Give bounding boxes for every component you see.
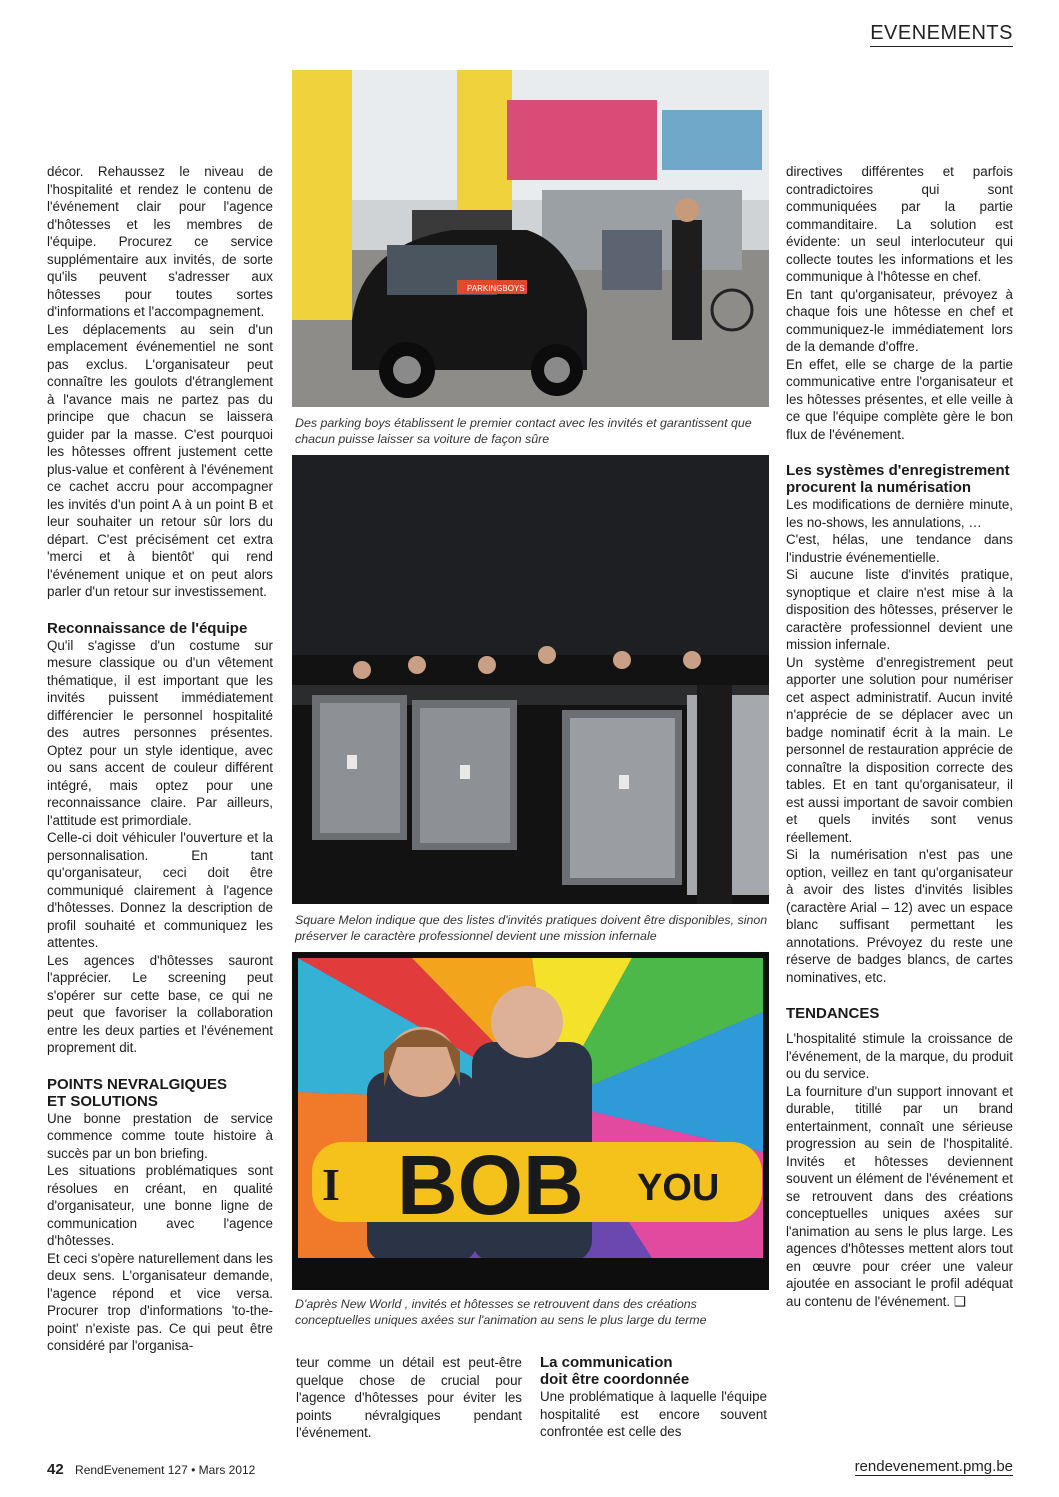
paragraph: Une problématique à laquelle l'équipe hospitalité est encore souvent confrontée est celle des xyxy=(540,1389,767,1439)
section-label: EVENEMENTS xyxy=(870,22,1013,47)
column-2 xyxy=(296,1354,522,1442)
paragraph: Les déplacements au sein d'un emplacement événementiel ne sont pas exclus. L'organisateur peut connaître les goulots d'étranglement à l'avance mais ne partez pas du principe que chacun se laissera guider par la masse. C'est pourquoi les hôtesses offrent justement cette plus-value et confèrent à l'événement ce cachet accru pour accompagner les invités d'un point A à un point B et leur souhaiter un retour sûr lors du départ. C'est précisément cet extra 'merci et à bientôt' qui rend l'événement unique et on peut alors parler d'un retour sur investissement. xyxy=(47,321,273,599)
paragraph: Celle-ci doit véhiculer l'ouverture et la personnalisation. En tant qu'organisateur, ceci doit être communiqué clairement à l'agence d'hôtesses. Donnez la description de profil souhaité et communiquez les attentes. xyxy=(47,830,273,950)
car-badge-text: PARKINGBOYS xyxy=(467,284,525,293)
paragraph: Les situations problématiques sont résolues en créant, en qualité d'organisateur, une bonne ligne de communication avec l'agence d'hôtesses. xyxy=(47,1163,273,1248)
subheading xyxy=(786,462,1013,496)
paragraph: Et ceci s'opère naturellement dans les deux sens. L'organisateur demande, l'agence répond et vice versa. Procurer trop d'informations 'to-the-point' n'existe pas. Ce qui peut être considéré par l'organisa- xyxy=(47,1250,273,1353)
paragraph: Qu'il s'agisse d'un costume sur mesure classique ou d'un vêtement thématique, il est important que les invités puissent immédiatement différencier le personnel hospitalité des autres personnes présentes. Optez pour un style identique, avec ou sans accent de couleur différent intégré, mais optez pour une reconnaissance claire. Par ailleurs, l'attitude est primordiale. xyxy=(47,637,273,828)
subheading xyxy=(47,1076,273,1110)
column-1 xyxy=(47,163,273,1355)
paragraph: Une bonne prestation de service commence comme toute histoire à succès par un bon briefing. xyxy=(47,1110,273,1161)
subheading: Reconnaissance de l'équipe xyxy=(47,619,248,637)
bob-you-text: YOU xyxy=(637,1167,720,1209)
paragraph: Les agences d'hôtesses sauront l'apprécier. Le screening peut s'opérer sur cette base, ce qui ne peut que favoriser la collaboration entre les deux parties et l'événement proprement dit. xyxy=(47,952,273,1055)
subheading-line: doit être coordonnée xyxy=(540,1371,690,1388)
column-3 xyxy=(540,1354,767,1441)
paragraph: Les modifications de dernière minute, les no-shows, les annulations, … xyxy=(786,497,1013,530)
column-4 xyxy=(786,163,1013,1310)
paragraph: En tant qu'organisateur, prévoyez à chaque fois une hôtesse en chef et communiquez-le immédiatement lors de la demande d'offre. xyxy=(786,286,1013,354)
subheading-line: La communication xyxy=(540,1354,673,1371)
subheading-line: procurent la numérisation xyxy=(786,479,972,496)
photo-hostess-desks xyxy=(292,455,769,904)
photo-caption: D'après New World , invités et hôtesses se retrouvent dans des créations conceptuelles uniques axées sur l'animation au sens le plus large du terme xyxy=(295,1297,707,1327)
paragraph: Un système d'enregistrement peut apporter une solution pour numériser cet aspect administratif. Aucun invité n'apprécie de se déplacer avec un badge nominatif écrit à la main. Le personnel de restauration apprécie de connaître la disposition correcte des tables. Et en tant qu'organisateur, il est aussi important de savoir combien et quels invités sont venus réellement. xyxy=(786,654,1013,845)
paragraph: L'hospitalité stimule la croissance de l'événement, de la marque, du produit ou du service. xyxy=(786,1031,1013,1081)
subheading-line: POINTS NEVRALGIQUES xyxy=(47,1075,228,1093)
photo-bob-campaign xyxy=(292,952,769,1290)
page-number: 42 xyxy=(47,1461,64,1478)
issue-info: RendEvenement 127 • Mars 2012 xyxy=(75,1463,256,1477)
paragraph: En effet, elle se charge de la partie communicative entre l'organisateur et les hôtesses présentes, et elle veille à ce que l'équipe complète gère le bon flux de l'événement. xyxy=(786,356,1013,442)
page-footer xyxy=(47,1461,255,1478)
photo-caption: Square Melon indique que des listes d'invités pratiques doivent être disponibles, sinon préserver le caractère professionnel devient une mission infernale xyxy=(295,913,768,943)
subheading-line: Les systèmes d'enregistrement xyxy=(786,462,1010,479)
paragraph: Si la numérisation n'est pas une option, veillez en tant qu'organisateur à avoir des listes d'invités lisibles (caractère Arial – 12) avec un espace blanc suffisant permettant les annotations. Prévoyez du reste une réserve de badges blancs, de cartes nominatives, etc. xyxy=(786,847,1013,985)
photo-caption: Des parking boys établissent le premier contact avec les invités et garantissent que chacun puisse laisser sa voiture de façon sûre xyxy=(295,416,752,446)
paragraph: C'est, hélas, une tendance dans l'industrie événementielle. xyxy=(786,532,1013,565)
paragraph: directives différentes et parfois contradictoires qui sont communiquées par la partie commanditaire. La solution est évidente: un seul interlocuteur qui collecte toutes les informations et les communique à l'hôtesse en chef. xyxy=(786,164,1013,284)
paragraph: décor. Rehaussez le niveau de l'hospitalité et rendez le contenu de l'événement clair pour l'agence d'hôtesses et les membres de l'équipe. Procurez ce service supplémentaire aux invités, de sorte qu'ils peuvent s'adresser aux hôtesses pour toutes sortes d'informations et l'accompagnement. xyxy=(47,164,273,319)
bob-i-text: I xyxy=(322,1159,340,1210)
subheading xyxy=(540,1354,767,1388)
paragraph: La fourniture d'un support innovant et durable, titillé par un brand entertainment, connaît une sérieuse progression au sein de l'hospitalité. Invités et hôtesses deviennent souvent un élément de l'événement et se retrouvent dans des créations conceptuelles uniques axées sur l'animation au sens le plus large. Les agences d'hôtesses mettent alors tout en œuvre pour créer une valeur ajoutée en associant le profil adéquat au contenu de l'événement. ❑ xyxy=(786,1083,1013,1309)
photo-parking-boys xyxy=(292,70,769,407)
subheading-line: ET SOLUTIONS xyxy=(47,1092,158,1110)
website-link[interactable]: rendevenement.pmg.be xyxy=(854,1458,1013,1475)
bob-word-text: BOB xyxy=(397,1138,584,1232)
paragraph: Si aucune liste d'invités pratique, synoptique et claire n'est mise à la disposition des hôtesses, préserver le caractère professionnel devient une mission infernale. xyxy=(786,567,1013,652)
paragraph: teur comme un détail est peut-être quelque chose de crucial pour l'agence d'hôtesses pour éviter les points névralgiques pendant l'événement. xyxy=(296,1355,522,1440)
subheading: TENDANCES xyxy=(786,1005,880,1022)
